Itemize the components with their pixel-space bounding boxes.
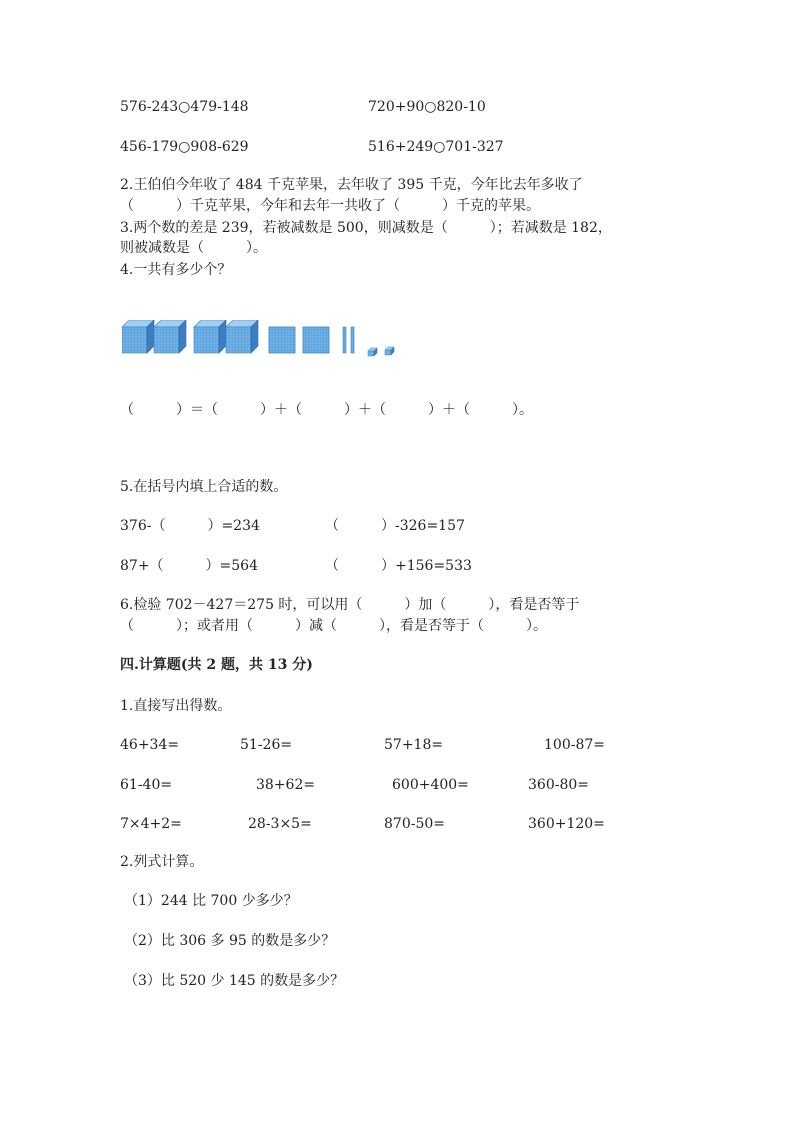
question-2-line-2: （ ）千克苹果，今年和去年一共收了（ ）千克的苹果。	[120, 198, 540, 214]
fill-blank-expression: （ ）+156=533	[325, 558, 472, 574]
hundred-cube	[122, 320, 154, 353]
hundred-cube	[154, 320, 186, 353]
question-6-line-1: 6.检验 702－427＝275 时，可以用（ ）加（ ），看是否等于	[120, 597, 580, 613]
fill-blank-expression: （ ）-326=157	[325, 518, 465, 534]
word-problem-item: （1）244 比 700 少多少？	[124, 893, 298, 909]
calc-item: 360-80=	[528, 777, 589, 793]
base-ten-blocks-svg	[122, 320, 402, 360]
hundred-cube	[194, 320, 226, 353]
question-4-answer-line: （ ）＝（ ）＋（ ）＋（ ）＋（ ）。	[120, 402, 533, 418]
section-4-q1-title: 1.直接写出得数。	[120, 698, 232, 714]
ten-rod	[351, 327, 354, 353]
calc-item: 600+400=	[392, 777, 469, 793]
fill-blank-expression: 376-（ ）=234	[120, 518, 260, 534]
calc-item: 360+120=	[528, 816, 605, 832]
word-problem-item: （2）比 306 多 95 的数是多少？	[124, 933, 336, 949]
question-2-line-1: 2.王伯伯今年收了 484 千克苹果，去年收了 395 千克，今年比去年多收了	[120, 177, 583, 193]
base-ten-blocks-figure	[122, 320, 402, 360]
question-4-title: 4.一共有多少个？	[120, 262, 232, 278]
calc-item: 28-3×5=	[248, 816, 312, 832]
calc-item: 57+18=	[384, 737, 444, 753]
hundred-cube	[226, 320, 258, 353]
calc-item: 7×4+2=	[120, 816, 182, 832]
hundred-flat	[269, 327, 295, 353]
ten-rod	[343, 327, 346, 353]
unit-cube	[368, 348, 377, 356]
hundred-flat	[303, 327, 329, 353]
calc-item: 51-26=	[240, 737, 293, 753]
section-4-heading: 四.计算题(共 2 题，共 13 分)	[120, 657, 313, 673]
calc-item: 46+34=	[120, 737, 180, 753]
compare-expression: 456-179○908-629	[120, 139, 249, 155]
calc-item: 61-40=	[120, 777, 173, 793]
compare-expression: 516+249○701-327	[368, 139, 504, 155]
section-4-q2-title: 2.列式计算。	[120, 854, 204, 870]
fill-blank-expression: 87+（ ）=564	[120, 558, 258, 574]
calc-item: 38+62=	[256, 777, 316, 793]
compare-expression: 576-243○479-148	[120, 99, 249, 115]
word-problem-item: （3）比 520 少 145 的数是多少？	[124, 973, 345, 989]
question-5-title: 5.在括号内填上合适的数。	[120, 479, 288, 495]
unit-cube	[385, 347, 394, 355]
calc-item: 870-50=	[384, 816, 445, 832]
compare-expression: 720+90○820-10	[368, 99, 486, 115]
question-6-line-2: （ ）；或者用（ ）减（ ），看是否等于（ ）。	[120, 618, 547, 634]
question-3-line-1: 3.两个数的差是 239，若被减数是 500，则减数是（ ）；若减数是 182，	[120, 220, 612, 236]
question-3-line-2: 则被减数是（ ）。	[120, 240, 267, 256]
calc-item: 100-87=	[544, 737, 605, 753]
